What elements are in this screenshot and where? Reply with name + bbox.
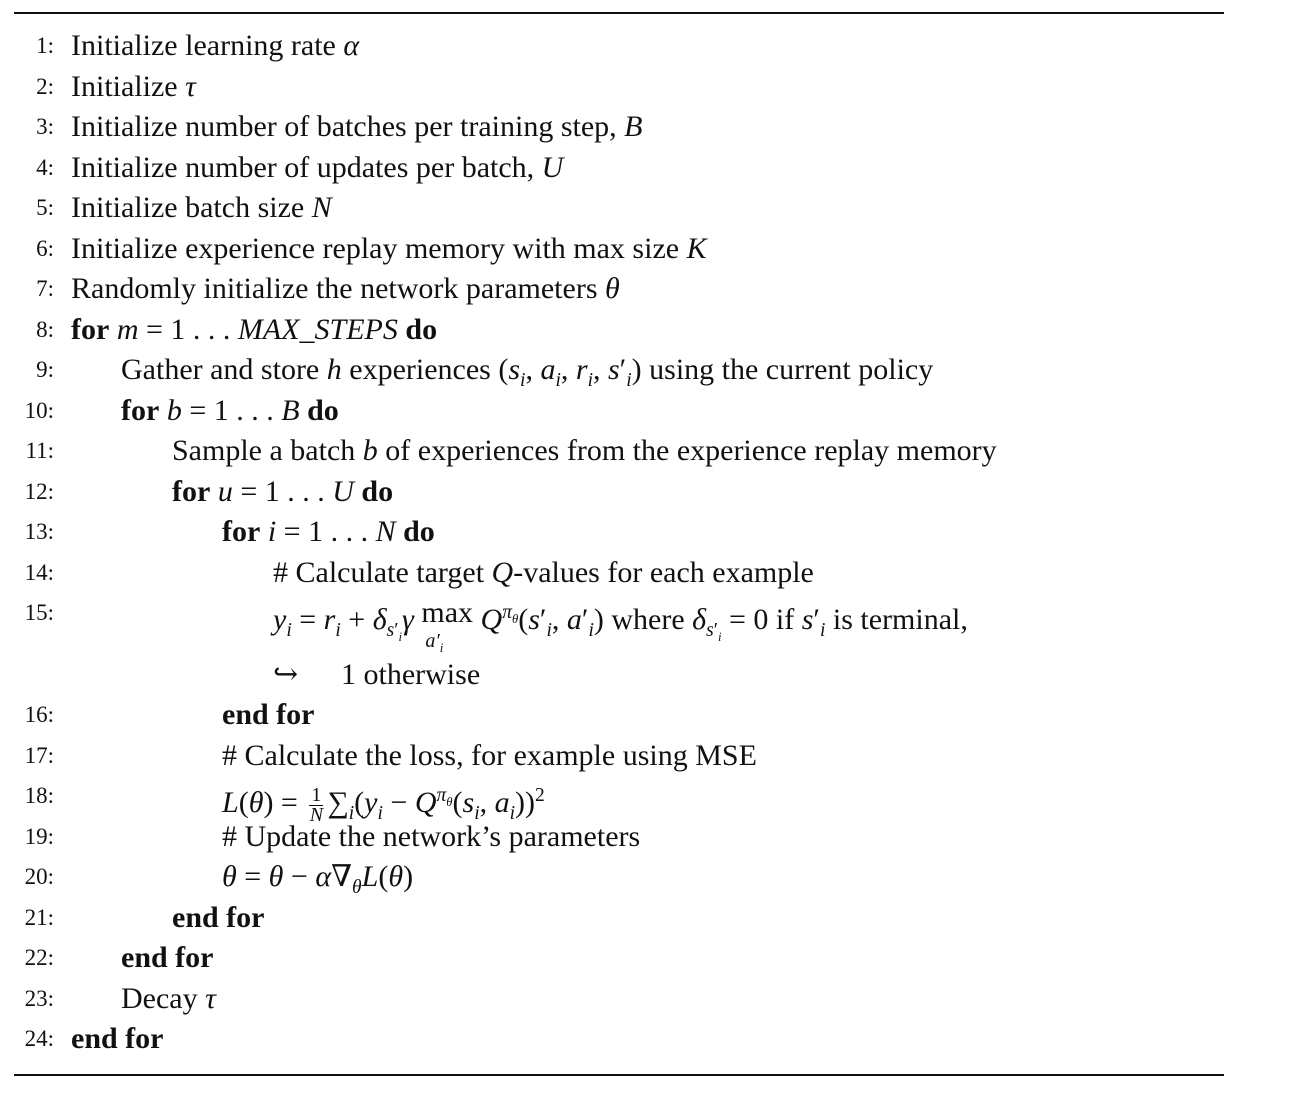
line-text: $y_i = r_i + \delta_{s'_i}\gamma$ max $a'_i$ $Q^{\pi_\theta}(s'_i$, $a'_i$) where $\delta_{s'_i} = 0$ if $s'_i$ is terminal, [273,596,968,655]
line-text: end for [121,941,214,974]
line-text: Gather and store h experiences ($s_i$, $a_i$, $r_i$, $s'_i$) using the current policy [121,353,934,391]
algorithm-line-5 [0,188,1290,229]
line-number: 23: [24,985,54,1011]
line-number: 17: [24,742,54,768]
bottom-rule [14,1074,1224,1076]
line-number: 4: [36,154,54,180]
line-number: 10: [24,397,54,423]
algorithm-line-1 [0,26,1290,67]
algorithm-line-9 [0,350,1290,391]
line-text: Sample a batch b of experiences from the experience replay memory [172,434,997,467]
algorithm-line-16 [0,695,1290,736]
line-text: Initialize learning rate α [71,29,360,62]
line-number: 15: [24,600,54,625]
line-number: 18: [24,783,54,808]
line-text: Initialize number of updates per batch, U [71,150,564,184]
line-text: end for [172,900,265,934]
algorithm-line-2 [0,67,1290,108]
algorithm-line-24 [0,1019,1290,1060]
line-number: 8: [36,316,54,342]
line-number: 14: [24,559,54,585]
algorithm-listing [0,26,1290,1060]
line-text: Initialize batch size N [71,191,332,224]
algorithm-line-17 [0,736,1290,777]
line-text: Initialize number of batches per training step, B [71,110,643,143]
line-text: L(θ) = $\frac{1}{N}$ $\sum_i(y_i - Q^{\pi_\theta}(s_i$, $a_i))^2$ [222,783,545,826]
line-number: 3: [36,114,54,139]
algorithm-line-18 [0,776,1290,826]
algorithm-line-4 [0,148,1290,189]
top-rule [14,12,1224,14]
line-text: Randomly initialize the network parameters θ [71,272,620,305]
line-number: 11: [25,438,54,463]
line-text: for i = 1 . . . N do [222,515,435,548]
algorithm-line-19 [0,817,1290,858]
line-number: 22: [24,945,54,970]
algorithm-line-12 [0,472,1290,513]
line-text: for b = 1 . . . B do [121,393,339,427]
line-number: 20: [24,864,54,889]
algorithm-line-3 [0,107,1290,148]
line-number: 13: [24,519,54,544]
line-text: for u = 1 . . . U do [172,474,394,508]
line-text: Initialize experience replay memory with max size K [71,231,707,265]
line-number: 1: [36,33,54,58]
line-text: Initialize τ [71,69,196,103]
line-number: 2: [36,73,54,99]
line-text: ↪ 1 otherwise [273,658,481,691]
algorithm-line-21 [0,898,1290,939]
algorithm-line-15-continuation [0,654,1290,695]
line-text: end for [71,1022,164,1055]
line-number: 12: [24,478,54,504]
line-number: 5: [36,195,54,220]
line-number: 19: [24,823,54,849]
line-text: # Calculate the loss, for example using MSE [222,738,757,772]
line-number: 7: [36,276,54,301]
algorithm-line-22 [0,938,1290,979]
line-text: # Calculate target Q-values for each example [273,555,814,589]
line-text: for m = 1 . . . MAX_STEPS do [71,312,438,346]
line-number: 16: [24,702,54,727]
algorithm-line-6 [0,229,1290,270]
algorithm-line-14 [0,553,1290,594]
algorithm-line-13 [0,512,1290,553]
line-number: 6: [36,235,54,261]
algorithm-line-11 [0,431,1290,472]
line-text: Decay τ [121,981,216,1015]
algorithm-line-8 [0,310,1290,351]
line-text: # Update the network’s parameters [222,819,641,853]
line-number: 24: [24,1026,54,1051]
line-text: $\theta = \theta - \alpha\nabla_\theta L(\theta)$ [222,860,414,898]
line-text: end for [222,698,315,731]
algorithm-line-23 [0,979,1290,1020]
line-number: 21: [24,904,54,930]
algorithm-line-20 [0,857,1290,898]
algorithm-line-7 [0,269,1290,310]
algorithm-line-10 [0,391,1290,432]
line-number: 9: [36,357,54,382]
algorithm-line-15 [0,593,1290,654]
